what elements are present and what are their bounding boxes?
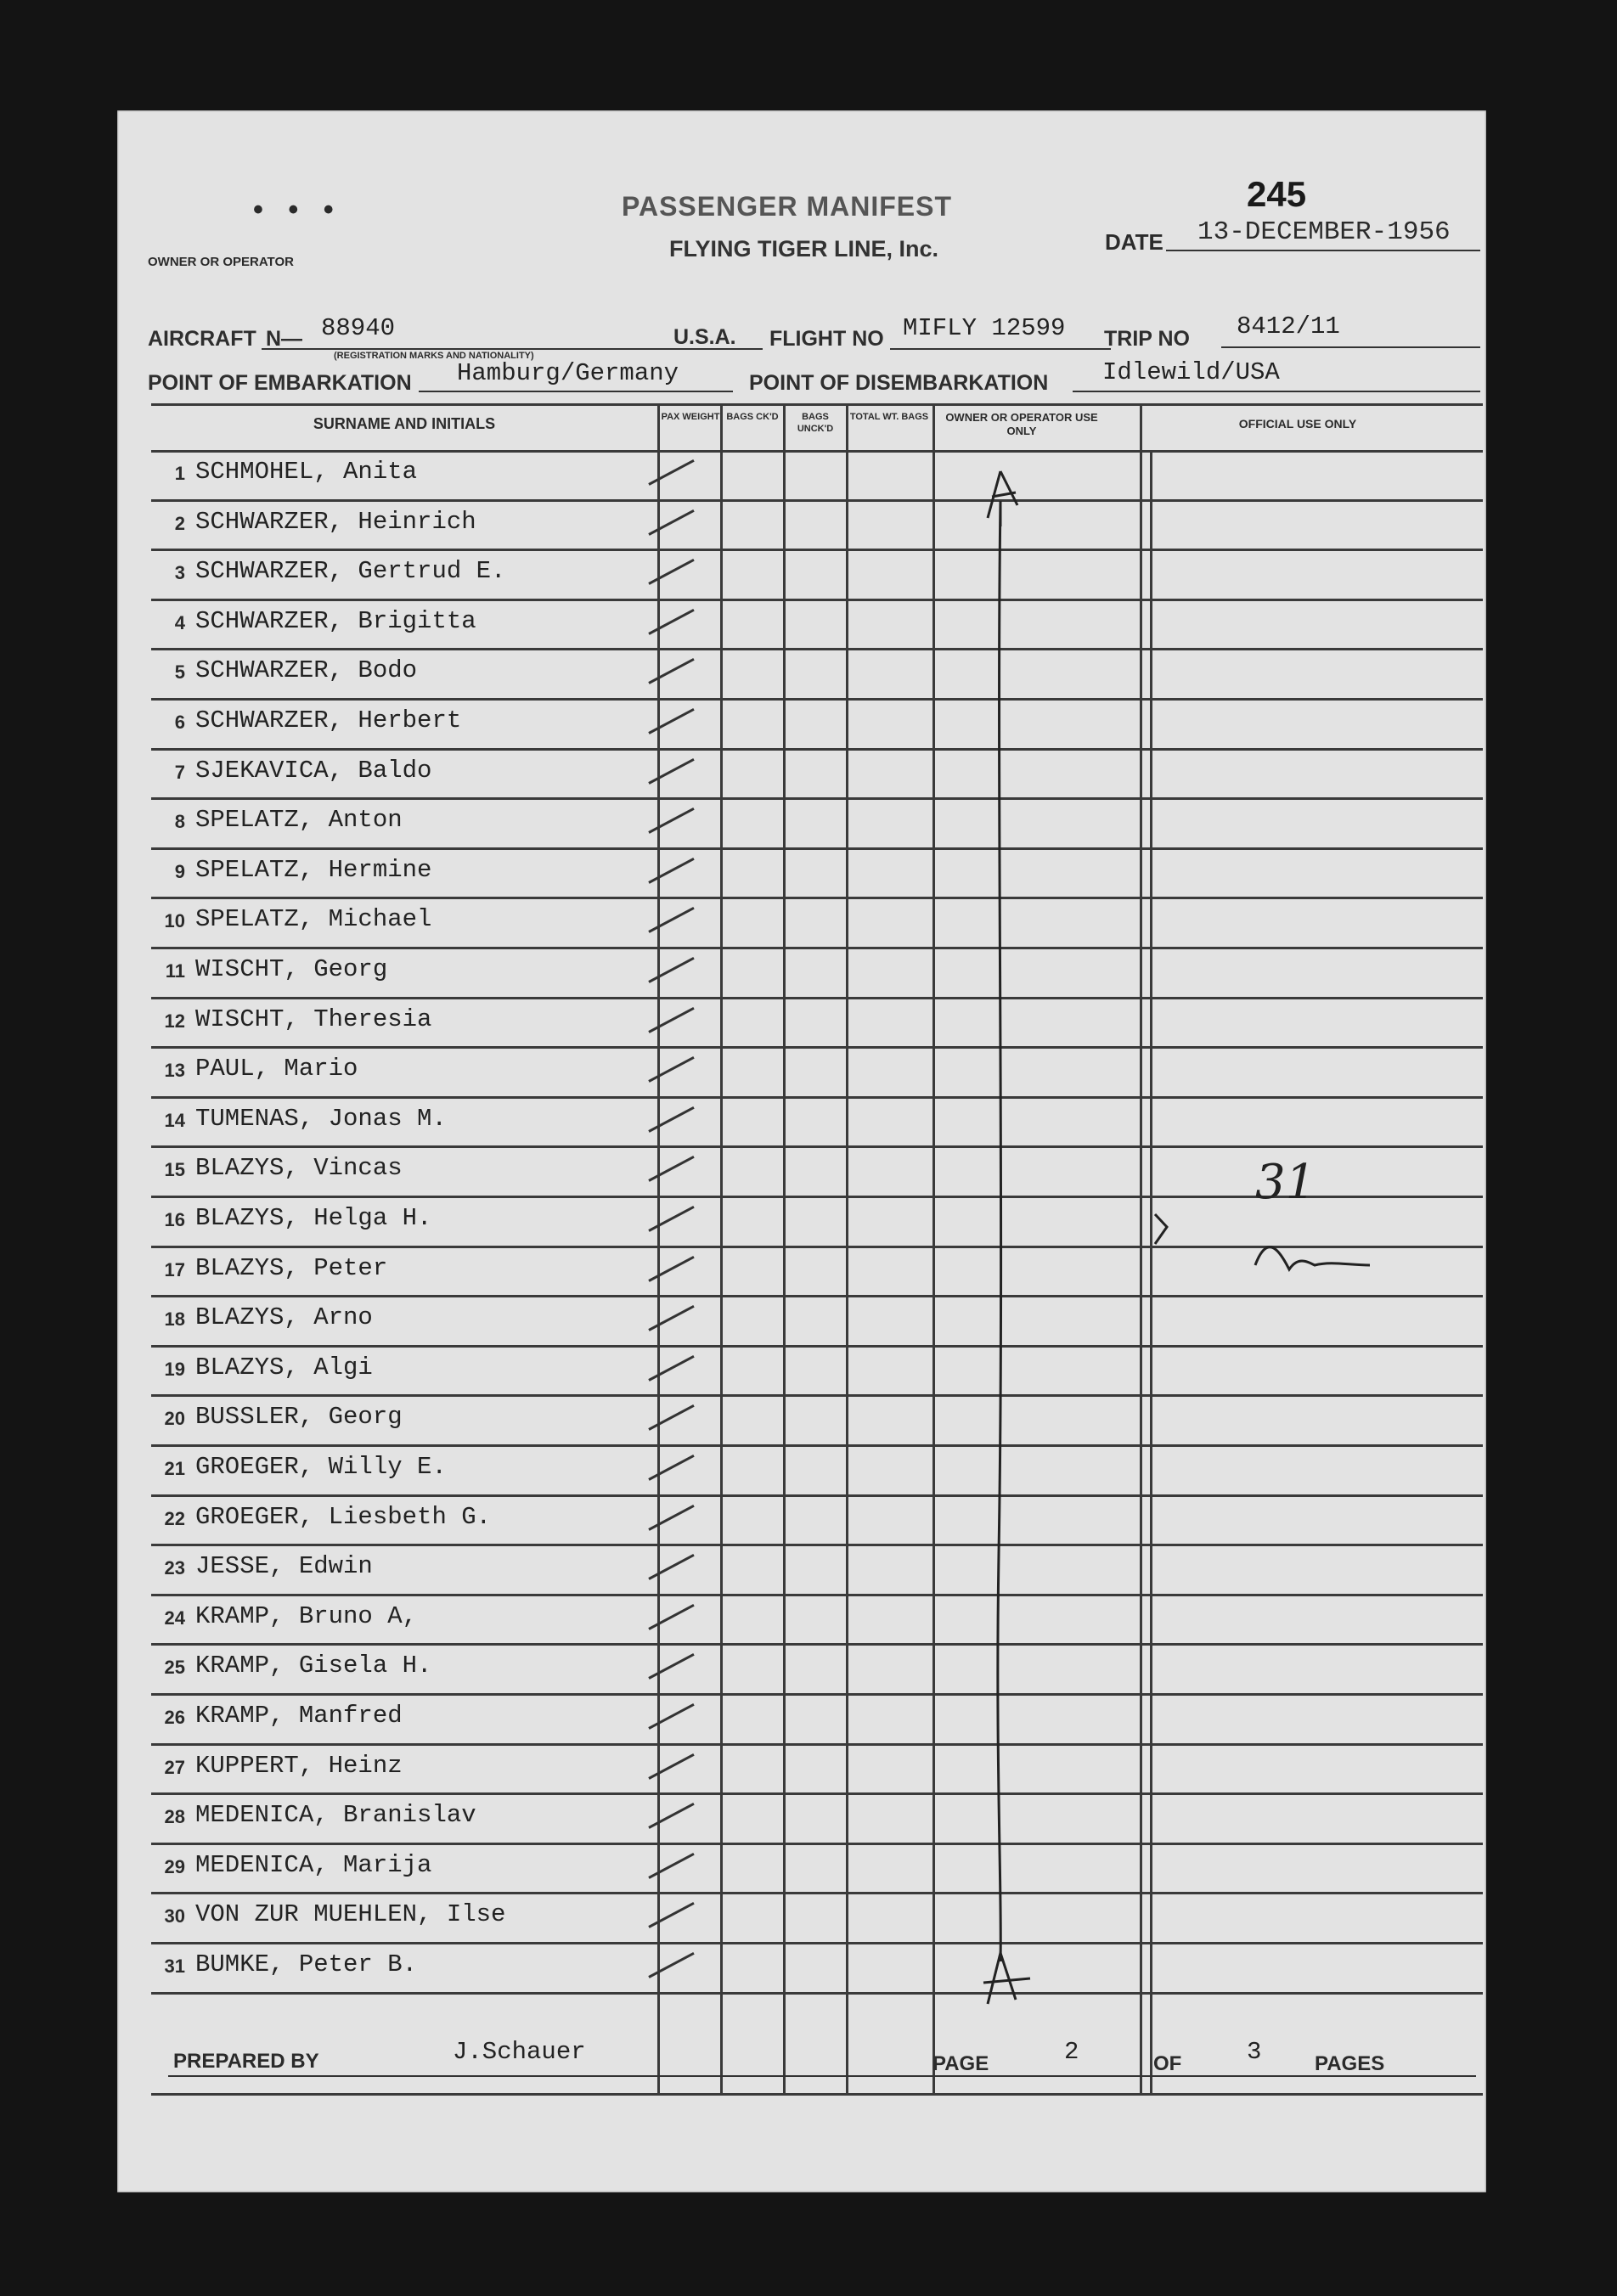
row-number: 26 — [164, 1707, 185, 1728]
passenger-name: BLAZYS, Vincas — [195, 1154, 403, 1183]
passenger-name: MEDENICA, Marija — [195, 1850, 432, 1879]
row-number: 2 — [174, 512, 185, 534]
passenger-name: SCHWARZER, Gertrud E. — [195, 557, 506, 586]
passenger-name: SCHWARZER, Herbert — [195, 706, 462, 734]
row-number: 25 — [164, 1657, 185, 1679]
owner-continuation-line — [998, 501, 1001, 1961]
passenger-name: SPELATZ, Michael — [195, 905, 432, 934]
passenger-name: SPELATZ, Hermine — [195, 855, 432, 884]
trip-number: 8412/11 — [1237, 312, 1340, 340]
row-number: 12 — [164, 1010, 185, 1032]
page-value: 2 — [1064, 2038, 1079, 2066]
manifest-sheet — [117, 110, 1486, 2192]
passenger-name: VON ZUR MUEHLEN, Ilse — [195, 1900, 506, 1929]
passenger-name: BLAZYS, Arno — [195, 1303, 373, 1332]
passenger-name: WISCHT, Georg — [195, 955, 388, 983]
aircraft-label: AIRCRAFT — [148, 327, 256, 351]
row-number: 8 — [174, 811, 185, 833]
row-number: 23 — [164, 1557, 185, 1579]
row-number: 16 — [164, 1209, 185, 1230]
stamped-page-number: 245 — [1247, 174, 1307, 214]
passenger-name: KUPPERT, Heinz — [195, 1751, 403, 1780]
row-number: 15 — [164, 1159, 185, 1181]
row-number: 27 — [164, 1756, 185, 1778]
passenger-name: SCHWARZER, Bodo — [195, 656, 418, 685]
embarkation-value: Hamburg/Germany — [457, 359, 679, 387]
row-number: 24 — [164, 1607, 185, 1629]
passenger-name: SCHWARZER, Brigitta — [195, 606, 476, 635]
row-number: 1 — [174, 463, 185, 484]
passenger-name: JESSE, Edwin — [195, 1552, 373, 1581]
passenger-name: MEDENICA, Branislav — [195, 1801, 476, 1830]
disembarkation-label: POINT OF DISEMBARKATION — [749, 371, 1049, 395]
total-pages-value: 3 — [1247, 2038, 1262, 2066]
owner-mark-bottom — [983, 1953, 1030, 2004]
disembarkation-value: Idlewild/USA — [1102, 358, 1280, 386]
manifest-title: PASSENGER MANIFEST — [622, 191, 952, 222]
handwriting-overlay — [117, 110, 1486, 2192]
passenger-name: GROEGER, Liesbeth G. — [195, 1502, 492, 1531]
passenger-name: TUMENAS, Jonas M. — [195, 1104, 447, 1133]
row-number: 28 — [164, 1806, 185, 1828]
row-number: 6 — [174, 712, 185, 733]
pages-label: PAGES — [1315, 2052, 1385, 2075]
passenger-name: KRAMP, Manfred — [195, 1702, 403, 1730]
row-number: 3 — [174, 562, 185, 584]
date-value: 13-DECEMBER-1956 — [1197, 217, 1451, 247]
passenger-name: BLAZYS, Algi — [195, 1353, 373, 1382]
row-number: 4 — [174, 611, 185, 633]
prepared-by-value: J.Schauer — [453, 2038, 586, 2066]
passenger-name: GROEGER, Willy E. — [195, 1453, 447, 1481]
col-header-official: OFFICIAL USE ONLY — [1238, 417, 1357, 430]
row-number: 5 — [174, 661, 185, 684]
official-initials-signature — [1255, 1247, 1370, 1269]
trip-no-label: TRIP NO — [1104, 327, 1190, 351]
passenger-name: PAUL, Mario — [195, 1055, 358, 1083]
flight-no-label: FLIGHT NO — [769, 327, 884, 351]
passenger-name: SPELATZ, Anton — [195, 806, 403, 835]
passenger-name: KRAMP, Gisela H. — [195, 1652, 432, 1680]
footer-underline — [168, 2075, 1476, 2077]
row-number: 11 — [165, 960, 185, 982]
row-number: 31 — [164, 1956, 185, 1977]
date-label: DATE — [1105, 229, 1163, 255]
row-number: 9 — [174, 860, 185, 882]
flight-number: MIFLY 12599 — [903, 314, 1066, 342]
row-number: 13 — [164, 1060, 185, 1082]
row-number: 14 — [164, 1109, 185, 1131]
row-number: 21 — [164, 1458, 185, 1479]
table-bottom-rule — [151, 2093, 1483, 2096]
operator-name: FLYING TIGER LINE, Inc. — [669, 236, 939, 262]
official-bracket — [1155, 1214, 1167, 1244]
aircraft-prefix: N— — [266, 327, 303, 351]
row-number: 29 — [164, 1855, 185, 1877]
passenger-name: BUMKE, Peter B. — [195, 1950, 418, 1978]
row-number: 30 — [164, 1905, 185, 1927]
official-count-handwritten: 31 — [1255, 1155, 1316, 1210]
passenger-name: SJEKAVICA, Baldo — [195, 756, 432, 785]
passenger-name: SCHMOHEL, Anita — [195, 458, 418, 486]
passenger-name: KRAMP, Bruno A, — [195, 1601, 418, 1630]
row-number: 17 — [164, 1258, 185, 1280]
prepared-by-label: PREPARED BY — [173, 2050, 319, 2073]
row-number: 19 — [164, 1358, 185, 1380]
row-number: 20 — [164, 1408, 185, 1430]
corner-marks: • • • — [253, 194, 342, 226]
col-header-pax: PAX WEIGHT — [661, 412, 720, 422]
country-label: U.S.A. — [673, 325, 736, 349]
passenger-name: BUSSLER, Georg — [195, 1403, 403, 1432]
embarkation-label: POINT OF EMBARKATION — [148, 371, 412, 395]
passenger-name: BLAZYS, Peter — [195, 1253, 388, 1282]
owner-label: OWNER OR OPERATOR — [148, 255, 294, 269]
owner-mark-top — [988, 471, 1017, 526]
passenger-name: BLAZYS, Helga H. — [195, 1204, 432, 1232]
col-header-total: TOTAL WT. BAGS — [849, 412, 929, 422]
col-header-name: SURNAME AND INITIALS — [313, 415, 496, 432]
aircraft-number: 88940 — [321, 314, 396, 342]
col-header-bags-ckd: BAGS CK'D — [726, 412, 779, 422]
col-header-bags-unckd: BAGS UNCK'D — [797, 412, 834, 434]
row-number: 18 — [164, 1308, 185, 1331]
passenger-name: WISCHT, Theresia — [195, 1004, 432, 1033]
page-label: PAGE — [932, 2052, 989, 2075]
passenger-name: SCHWARZER, Heinrich — [195, 507, 476, 536]
col-header-owner: OWNER OR OPERATOR USE ONLY — [945, 411, 1098, 437]
row-number: 22 — [164, 1507, 185, 1529]
row-number: 10 — [164, 910, 185, 932]
of-label: OF — [1153, 2052, 1182, 2075]
registration-note: (REGISTRATION MARKS AND NATIONALITY) — [334, 351, 534, 361]
row-number: 7 — [174, 761, 185, 783]
